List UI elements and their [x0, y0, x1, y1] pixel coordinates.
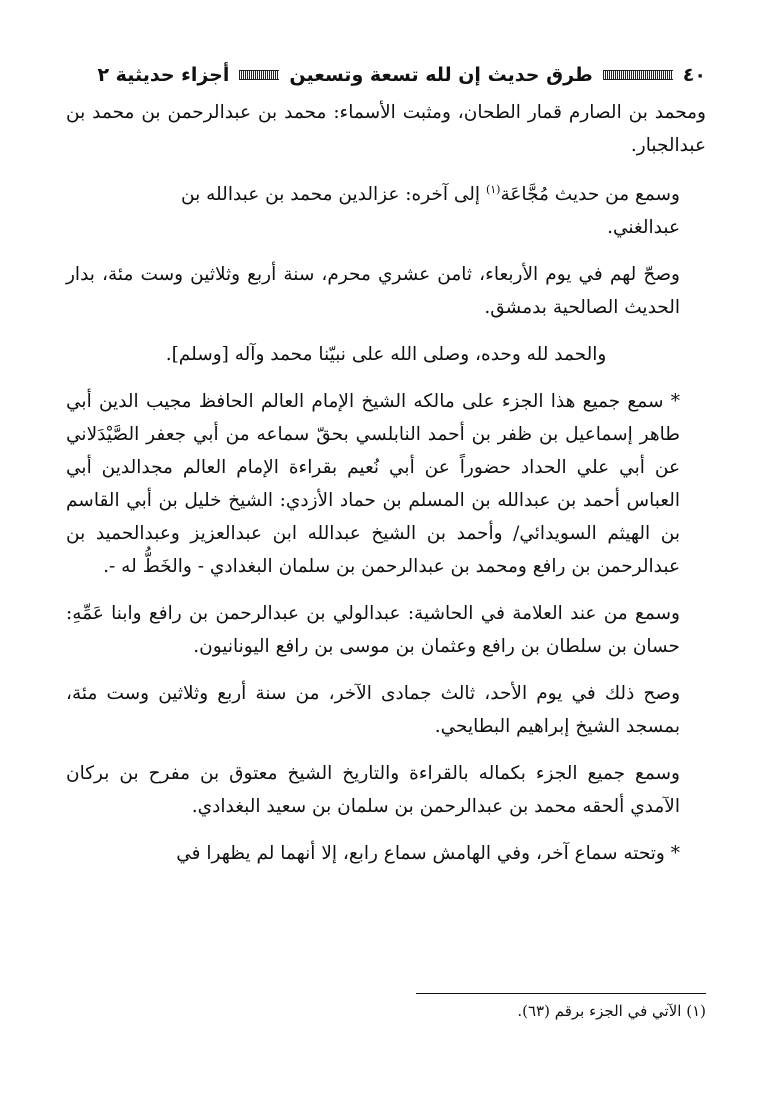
footnote: (١) الآتي في الجزء برقم (٦٣). — [517, 1002, 706, 1020]
paragraph: * سمع جميع هذا الجزء على مالكه الشيخ الإمام العالم الحافظ مجيب الدين أبي طاهر إسماعيل بن ظفر بن أحمد النابلسي بحقّ سماعه من أبي جعفر الصَّيْدَلاني عن أبي علي الحداد حضوراً عن أبي نُعيم بقراءة الإمام العالم مجدالدين أبي العباس أحمد بن عبدالله بن المسلم بن حماد الأزدي: الشيخ خليل بن أبي القاسم بن الهيثم السويدائي/ وأحمد بن الشيخ عبدالله ابن عبدالعزيز وعبدالحميد بن عبدالرحمن بن رافع ومحمد بن عبدالرحمن بن سلمان البغدادي - والخَطُّ له -. — [66, 391, 680, 577]
paragraph-text: إلى آخره: عزالدين محمد بن عبدالله بن — [181, 184, 486, 205]
paragraph: وسمع من عند العلامة في الحاشية: عبدالولي بن عبدالرحمن بن رافع وابنا عَمِّهِ: حسان بن سلطان بن رافع وعثمان بن موسى بن رافع اليونانيون. — [66, 603, 680, 657]
page-header — [66, 60, 706, 90]
paragraph-text: عبدالغني. — [607, 217, 680, 238]
paragraph: وصح ذلك في يوم الأحد، ثالث جمادى الآخر، من سنة أربع وثلاثين وست مئة، بمسجد الشيخ إبراهيم البطايحي. — [66, 683, 680, 737]
book-title: أجزاء حديثية ٢ — [97, 64, 230, 86]
paragraph: وصحّ لهم في يوم الأربعاء، ثامن عشري محرم، سنة أربع وثلاثين وست مئة، بدار الحديث الصالحية بدمشق. — [66, 264, 680, 318]
header-rule — [603, 70, 673, 80]
paragraph: وسمع جميع الجزء بكماله بالقراءة والتاريخ الشيخ معتوق بن مفرح بن بركان الآمدي ألحقه محمد بن عبدالرحمن بن سلمان بن سعيد البغدادي. — [66, 763, 680, 817]
paragraph: ومحمد بن الصارم قمار الطحان، ومثبت الأسماء: محمد بن عبدالرحمن بن محمد بن عبدالجبار. — [66, 102, 706, 156]
page-number: ٤٠ — [682, 64, 706, 86]
paragraph: * وتحته سماع آخر، وفي الهامش سماع رابع، إلا أنهما لم يظهرا في — [176, 843, 680, 864]
footnote-divider — [416, 993, 706, 994]
footnote-marker: (١) — [485, 182, 501, 196]
paragraph: والحمد لله وحده، وصلى الله على نبيّنا محمد وآله [وسلم]. — [165, 344, 607, 365]
page-body — [66, 96, 706, 884]
running-title: طرق حديث إن لله تسعة وتسعين — [289, 64, 593, 86]
paragraph-text: وسمع من حديث مُجَّاعَة — [500, 184, 680, 205]
header-rule — [239, 70, 279, 80]
paragraph — [66, 178, 706, 244]
